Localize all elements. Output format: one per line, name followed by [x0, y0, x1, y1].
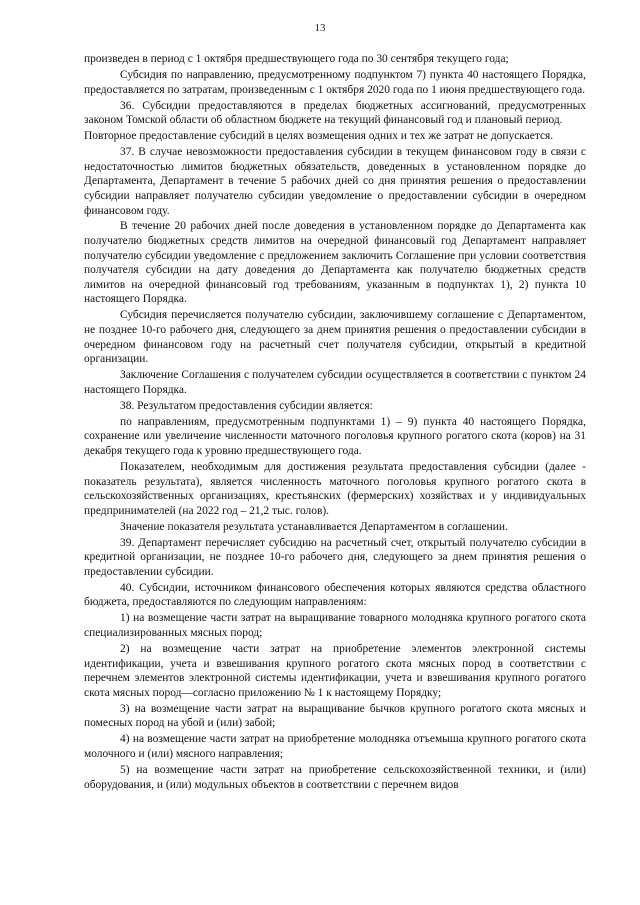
paragraph: 2) на возмещение части затрат на приобретение элементов электронной системы идентификации, учета и взвешивания крупного рогатого скота мясных пород в соответствии с перечнем элементов электронной системы идентификации, учета и взвешивания крупного рогатого скота мясных пород—согласно приложению № 1 к настоящему Порядку;	[84, 643, 586, 699]
paragraph: Заключение Соглашения с получателем субсидии осуществляется в соответствии с пунктом 24 настоящего Порядка.	[84, 369, 586, 396]
page-number: 13	[314, 22, 326, 34]
paragraph: 39. Департамент перечисляет субсидию на расчетный счет, открытый получателю субсидии в кредитной организации, не позднее 10-го рабочего дня, следующего за днем принятия решения о предоставлении субсидии.	[84, 536, 586, 578]
paragraph: 5) на возмещение части затрат на приобретение сельскохозяйственной техники, и (или) оборудования, и (или) модульных объектов в соответствии с перечнем видов	[84, 763, 586, 791]
paragraph: Повторное предоставление субсидий в целях возмещения одних и тех же затрат не допускается.	[84, 130, 554, 143]
paragraph: 1) на возмещение части затрат на выращивание товарного молодняка крупного рогатого скота специализированных мясных пород;	[84, 612, 586, 640]
paragraph: 40. Субсидии, источником финансового обеспечения которых являются средства областного бюджета, предоставляются по следующим направлениям:	[84, 581, 586, 609]
paragraph: 38. Результатом предоставления субсидии является:	[120, 399, 373, 412]
paragraph: 36. Субсидии предоставляются в пределах бюджетных ассигнований, предусмотренных законом Томской области об областном бюджете на текущий финансовый год и плановый период.	[84, 99, 586, 127]
paragraph: 4) на возмещение части затрат на приобретение молодняка отъемыша крупного рогатого скота молочного и (или) мясного направления;	[84, 733, 586, 760]
document-body	[84, 52, 586, 794]
paragraph: 3) на возмещение части затрат на выращивание бычков крупного рогатого скота мясных и помесных пород на убой и (или) забой;	[84, 702, 586, 730]
paragraph: Субсидия по направлению, предусмотренному подпунктом 7) пункта 40 настоящего Порядка, предоставляется по затратам, произведенным с 1 октября 2020 года по 1 июня предшествующего года.	[84, 68, 586, 96]
paragraph: 37. В случае невозможности предоставления субсидии в текущем финансовом году в связи с недостаточностью лимитов бюджетных обязательств, доведенных в установленном порядке до Департамента, Департамент в течение 5 рабочих дней со дня принятия решения о предоставлении субсидии направляет получателю субсидии уведомление о предоставлении субсидии в очередном финансовом году.	[84, 146, 586, 217]
paragraph: Показателем, необходимым для достижения результата предоставления субсидии (далее - показатель результата), является численность маточного поголовья крупного рогатого скота в сельскохозяйственных организациях, крестьянских (фермерских) хозяйствах и у индивидуальных предпринимателей (на 2022 год – 21,2 тыс. голов).	[84, 460, 586, 517]
paragraph: Значение показателя результата устанавливается Департаментом в соглашении.	[120, 520, 508, 533]
paragraph: В течение 20 рабочих дней после доведения в установленном порядке до Департамента как получателю бюджетных средств лимитов на очередной финансовый год Департамент направляет получателю субсидии уведомление с предложением заключить Соглашение при условии соответствия получателя субсидии на дату доведения до Департамента как получателю бюджетных средств лимитов на очередной финансовый год требованиям, указанным в подпунктах 1), 2) пункта 10 настоящего Порядка.	[84, 220, 586, 306]
paragraph: произведен в период с 1 октября предшествующего года по 30 сентября текущего года;	[84, 53, 509, 65]
paragraph: Субсидия перечисляется получателю субсидии, заключившему соглашение с Департаментом, не позднее 10-го рабочего дня, следующего за днем принятия решения о предоставлении субсидии в очередном финансовом году на расчетный счет получателя субсидии, открытый в кредитной организации.	[84, 309, 586, 366]
paragraph: по направлениям, предусмотренным подпунктами 1) – 9) пункта 40 настоящего Порядка, сохранение или увеличение численности маточного поголовья крупного рогатого скота (коров) на 31 декабря текущего года к уровню предшествующего года.	[84, 415, 586, 457]
